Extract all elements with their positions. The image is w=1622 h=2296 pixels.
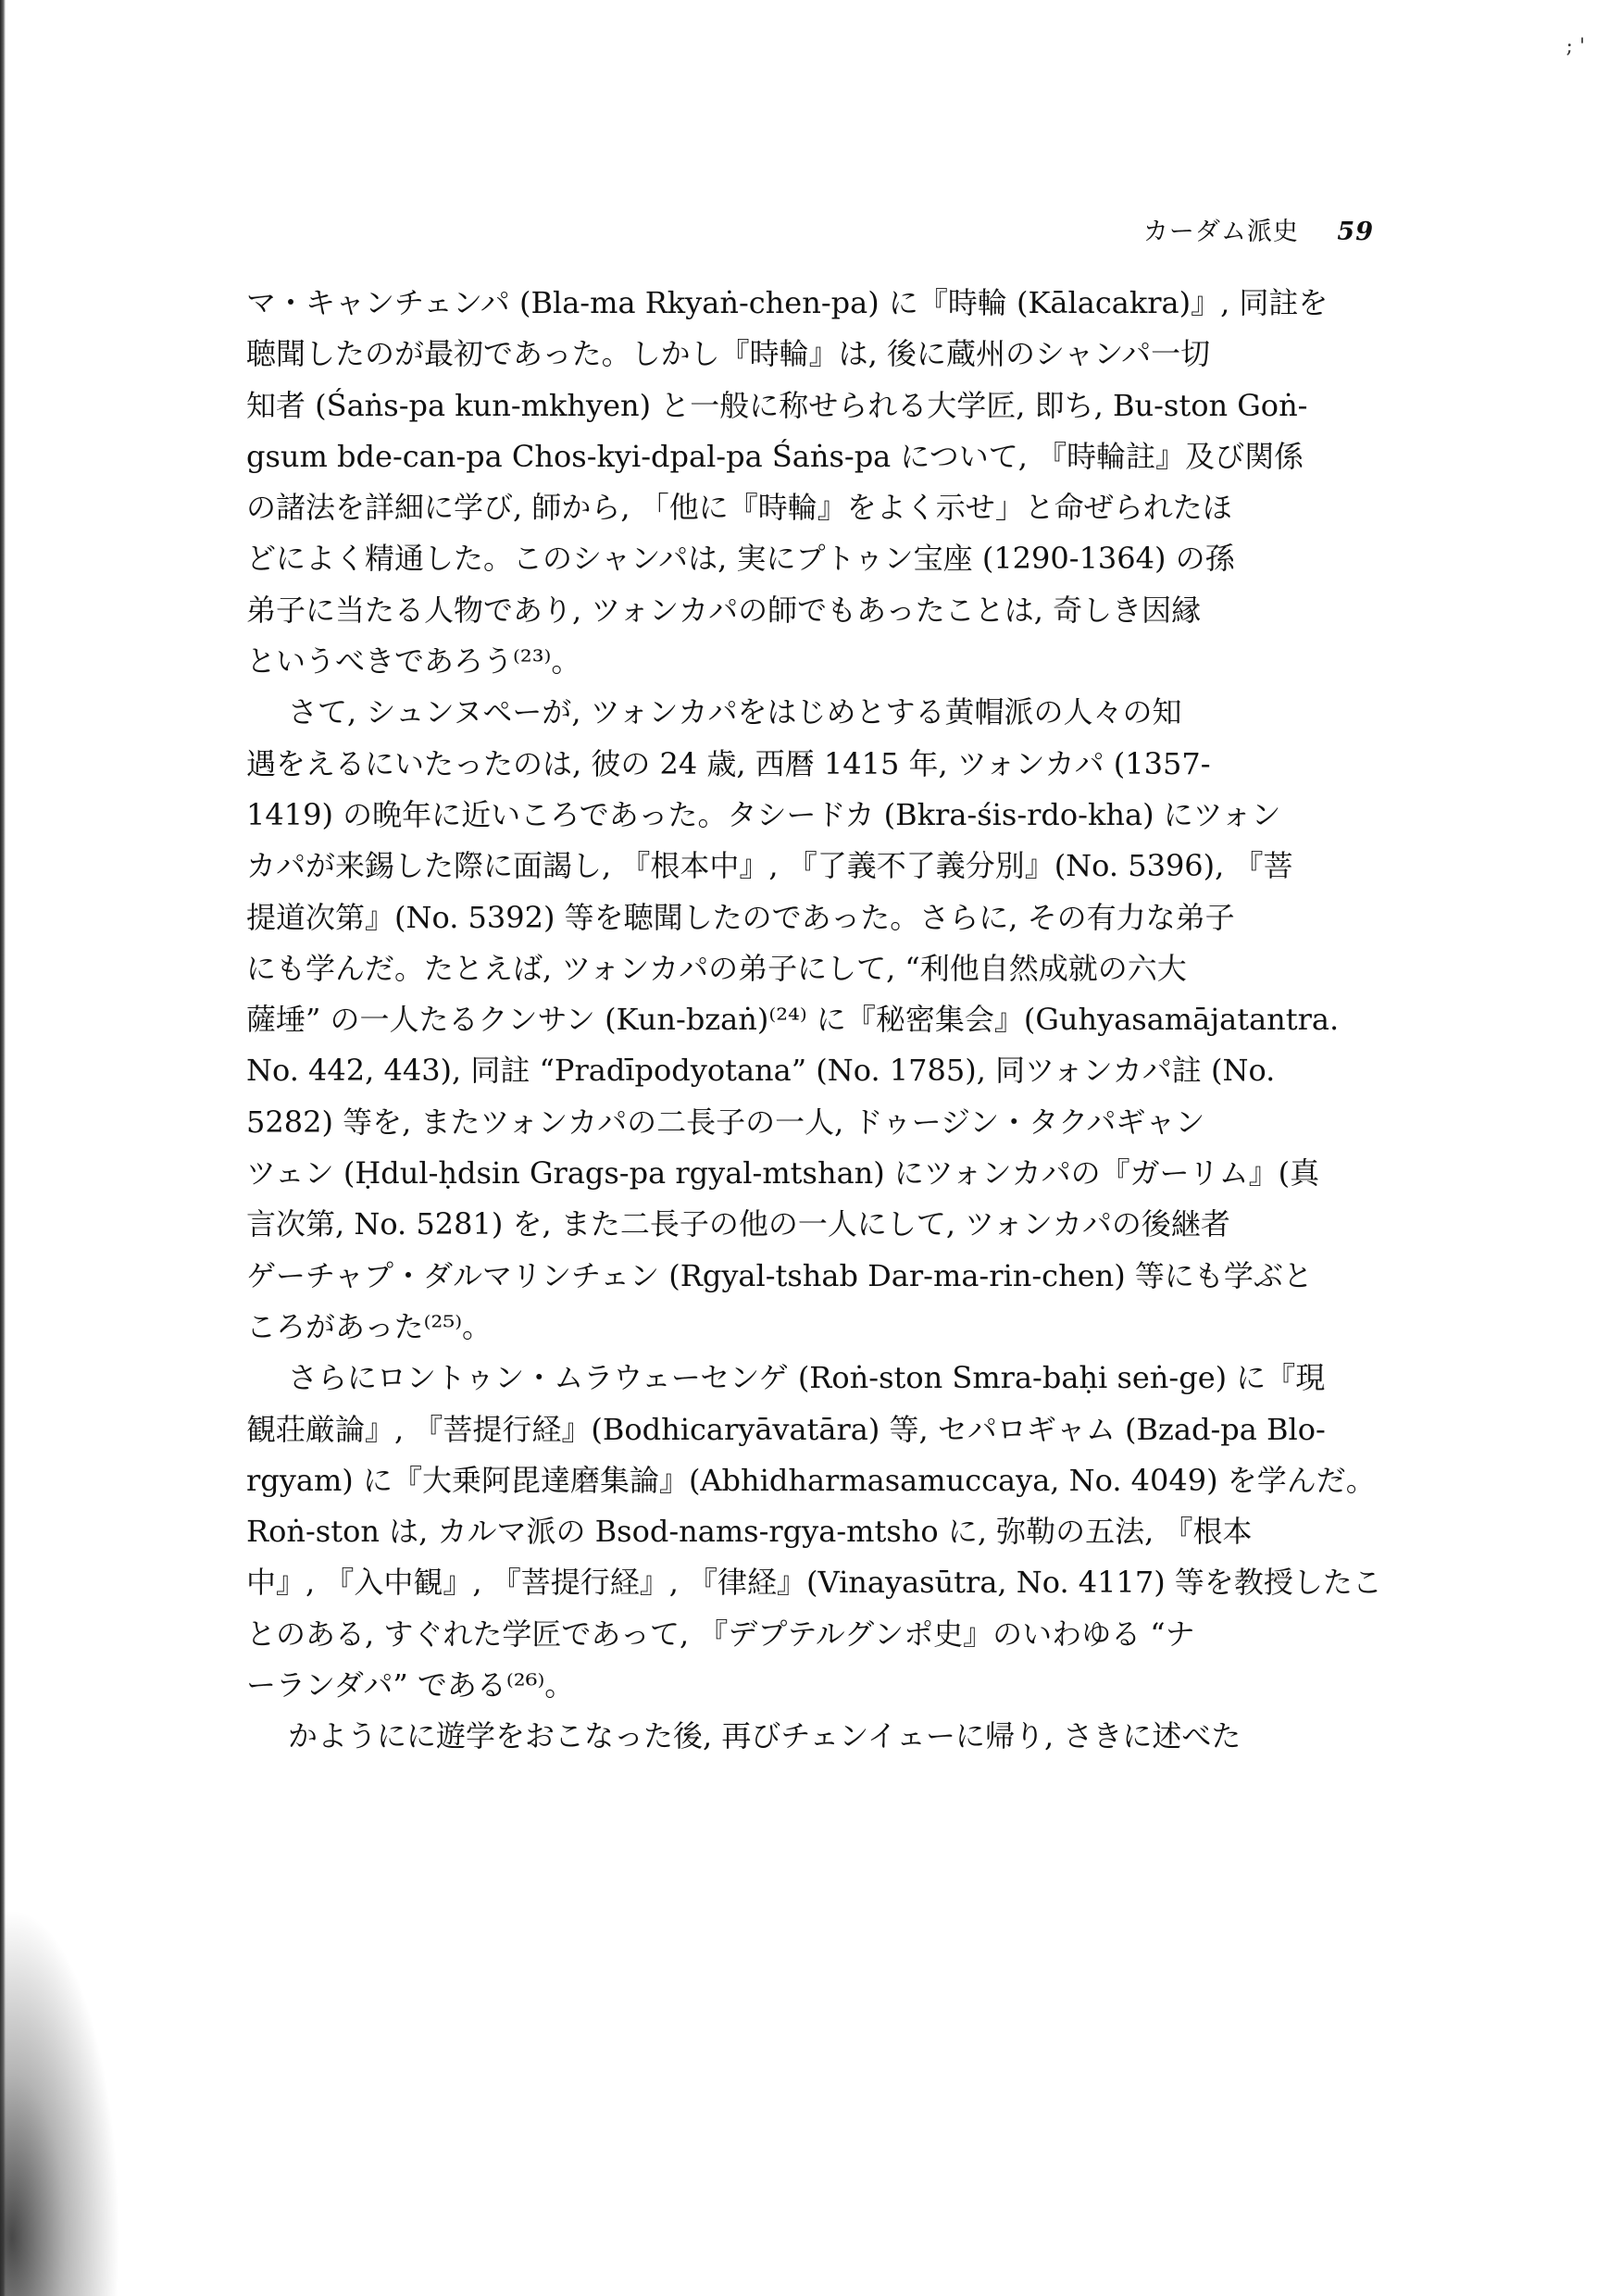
text-line: gsum bde-can-pa Chos-kyi-dpal-pa Śaṅs-pa について, 『時輪註』及び関係 bbox=[246, 438, 1304, 474]
text-line: というべきであろう⁽²³⁾。 bbox=[246, 643, 581, 680]
text-line: ころがあった⁽²⁵⁾。 bbox=[246, 1308, 493, 1344]
page-number: 59 bbox=[1337, 218, 1374, 246]
text-line: Roṅ-ston は, カルマ派の Bsod-nams-rgya-mtsho に, 弥勒の五法, 『根本 bbox=[246, 1514, 1253, 1550]
text-line: とのある, すぐれた学匠であって, 『デプテルグンポ史』のいわゆる “ナ bbox=[246, 1616, 1195, 1652]
text-line: No. 442, 443), 同註 “Pradīpodyotana” (No. 1785), 同ツォンカパ註 (No. bbox=[246, 1053, 1276, 1089]
text-line: 観荘厳論』, 『菩提行経』(Bodhicaryāvatāra) 等, セパロギャム (Bzad-pa Blo- bbox=[246, 1411, 1326, 1447]
text-line: カパが来錫した際に面謁し, 『根本中』, 『了義不了義分別』(No. 5396), 『菩 bbox=[246, 848, 1293, 884]
paragraph-start-line: さて, シュンヌペーが, ツォンカパをはじめとする黄帽派の人々の知 bbox=[288, 694, 1182, 730]
body-text bbox=[246, 278, 1380, 1763]
text-line: マ・キャンチェンパ (Bla-ma Rkyaṅ-chen-pa) に『時輪 (Kālacakra)』, 同註を bbox=[246, 285, 1329, 320]
text-line: 弟子に当たる人物であり, ツォンカパの師でもあったことは, 奇しき因縁 bbox=[246, 592, 1202, 628]
text-line: rgyam) に『大乗阿毘達磨集論』(Abhidharmasamuccaya, No. 4049) を学んだ。 bbox=[246, 1462, 1376, 1498]
text-line: 知者 (Śaṅs-pa kun-mkhyen) と一般に称せられる大学匠, 即ち, Bu-ston Goṅ- bbox=[246, 387, 1308, 423]
text-line: 聴聞したのが最初であった。しかし『時輪』は, 後に蔵州のシャンパ一切 bbox=[246, 336, 1211, 372]
text-line: の諸法を詳細に学び, 師から, 「他に『時輪』をよく示せ」と命ぜられたほ bbox=[246, 490, 1232, 526]
running-title: カーダム派史 bbox=[1142, 218, 1299, 246]
text-line: 提道次第』(No. 5392) 等を聴聞したのであった。さらに, その有力な弟子 bbox=[246, 899, 1235, 935]
running-head bbox=[1143, 211, 1374, 247]
text-line: どによく精通した。このシャンパは, 実にプトゥン宝座 (1290-1364) の孫 bbox=[246, 541, 1235, 577]
text-line: ゲーチャプ・ダルマリンチェン (Rgyal-tshab Dar-ma-rin-chen) 等にも学ぶと bbox=[246, 1257, 1313, 1293]
text-line: 中』, 『入中観』, 『菩提行経』, 『律経』(Vinayasūtra, No. 4117) 等を教授したこ bbox=[246, 1565, 1382, 1601]
text-line: 1419) の晩年に近いころであった。タシードカ (Bkra-śis-rdo-kha) にツォン bbox=[246, 796, 1281, 832]
text-line: 薩埵” の一人たるクンサン (Kun-bzaṅ)⁽²⁴⁾ に『秘密集会』(Guhyasamājatantra. bbox=[246, 1002, 1340, 1038]
text-line: ツェン (Ḥdul-ḥdsin Grags-pa rgyal-mtshan) にツォンカパの『ガーリム』(真 bbox=[246, 1155, 1320, 1192]
paragraph-start-line: さらにロントゥン・ムラウェーセンゲ (Roṅ-ston Smra-baḥi seṅ-ge) に『現 bbox=[288, 1360, 1326, 1396]
corner-marks: ; ' bbox=[1566, 35, 1585, 58]
scan-smudge bbox=[0, 1907, 120, 2296]
text-line: 遇をえるにいたったのは, 彼の 24 歳, 西暦 1415 年, ツォンカパ (1357- bbox=[246, 745, 1211, 781]
paragraph-start-line: かようにに遊学をおこなった後, 再びチェンイェーに帰り, さきに述べた bbox=[288, 1718, 1241, 1754]
text-line: 5282) 等を, またツォンカパの二長子の一人, ドゥージン・タクパギャン bbox=[246, 1104, 1205, 1140]
text-line: 言次第, No. 5281) を, また二長子の他の一人にして, ツォンカパの後継者 bbox=[246, 1206, 1230, 1242]
text-line: ーランダパ” である⁽²⁶⁾。 bbox=[246, 1667, 575, 1703]
text-line: にも学んだ。たとえば, ツォンカパの弟子にして, “利他自然成就の六大 bbox=[246, 950, 1187, 986]
